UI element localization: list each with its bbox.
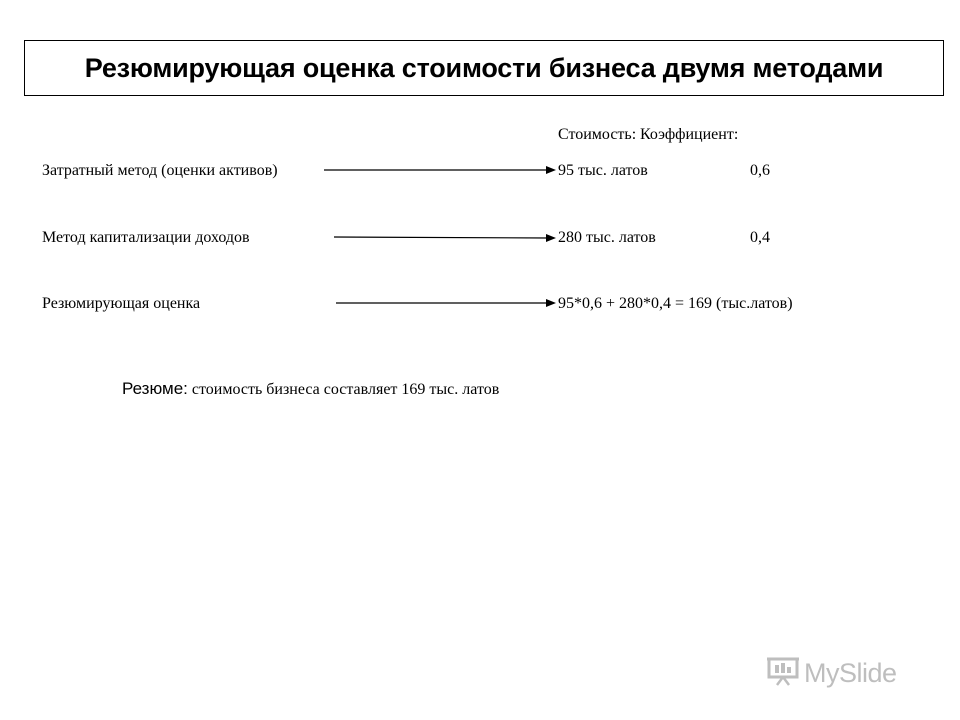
slide-title: Резюмирующая оценка стоимости бизнеса двумя методами	[84, 52, 884, 83]
column-header-value: Стоимость:	[558, 126, 637, 143]
row-label-summary-estimate: Резюмирующая оценка	[42, 295, 201, 312]
row-coef-income-method: 0,4	[750, 229, 770, 246]
row-value-income-method: 280 тыс. латов	[558, 229, 656, 246]
arrow-icon	[334, 232, 556, 242]
row-value-cost-method: 95 тыс. латов	[558, 162, 648, 179]
slide-title-box	[24, 40, 944, 96]
column-header-coefficient: Коэффициент:	[640, 126, 739, 143]
summary-text: стоимость бизнеса составляет 169 тыс. латов	[191, 381, 500, 398]
watermark	[766, 656, 897, 691]
watermark-text: MySlide	[804, 658, 897, 688]
presentation-board-icon	[766, 656, 800, 691]
arrow-icon	[324, 165, 556, 175]
summary-line	[122, 380, 499, 399]
row-label-cost-method: Затратный метод (оценки активов)	[42, 162, 278, 179]
row-coef-cost-method: 0,6	[750, 162, 770, 179]
arrow-icon	[336, 298, 556, 308]
row-label-income-method: Метод капитализации доходов	[42, 229, 250, 246]
summary-prefix: Резюме:	[122, 379, 188, 398]
row-value-summary-estimate: 95*0,6 + 280*0,4 = 169 (тыс.латов)	[558, 295, 793, 312]
